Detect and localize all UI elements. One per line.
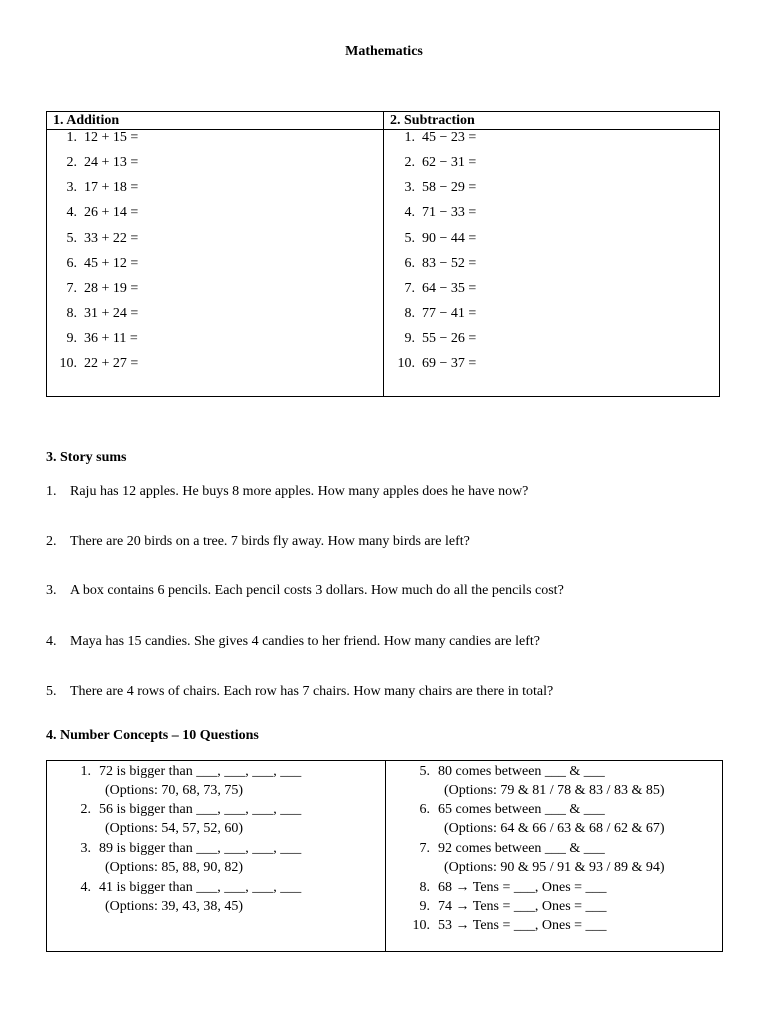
subtraction-item: 10. 69 − 37 =: [397, 356, 477, 371]
addition-heading: 1. Addition: [53, 113, 120, 128]
concept-item: 5. 80 comes between ___ & ___ (Options: 79 & 81 / 78 & 83 / 83 & 85): [419, 764, 665, 798]
story-item: 3. A box contains 6 pencils. Each pencil costs 3 dollars. How much do all the pencils cost?: [46, 583, 564, 598]
story-item: 1. Raju has 12 apples. He buys 8 more apples. How many apples does he have now?: [46, 484, 529, 499]
story-item: 4. Maya has 15 candies. She gives 4 candies to her friend. How many candies are left?: [46, 634, 541, 649]
addition-item: 3. 17 + 18 =: [66, 180, 139, 195]
arithmetic-table: [46, 111, 720, 397]
addition-item: 6. 45 + 12 =: [66, 256, 139, 271]
subtraction-item: 9. 55 − 26 =: [404, 331, 477, 346]
concept-item: 2. 56 is bigger than ___, ___, ___, ___ (Options: 54, 57, 52, 60): [80, 802, 302, 836]
column-divider: [385, 761, 386, 951]
concept-item: 9. 74 → Tens = ___, Ones = ___: [419, 899, 607, 914]
concept-item: 6. 65 comes between ___ & ___ (Options: 64 & 66 / 63 & 68 / 62 & 67): [419, 802, 665, 836]
story-heading: 3. Story sums: [46, 450, 127, 465]
subtraction-item: 3. 58 − 29 =: [404, 180, 477, 195]
concept-item: 8. 68 → Tens = ___, Ones = ___: [419, 880, 607, 895]
concept-item: 1. 72 is bigger than ___, ___, ___, ___ (Options: 70, 68, 73, 75): [80, 764, 302, 798]
concepts-heading: 4. Number Concepts – 10 Questions: [46, 728, 259, 743]
subtraction-item: 5. 90 − 44 =: [404, 231, 477, 246]
subtraction-item: 6. 83 − 52 =: [404, 256, 477, 271]
concept-item: 3. 89 is bigger than ___, ___, ___, ___ (Options: 85, 88, 90, 82): [80, 841, 302, 875]
concepts-table: [46, 760, 723, 952]
concept-item: 7. 92 comes between ___ & ___ (Options: 90 & 95 / 91 & 93 / 89 & 94): [419, 841, 665, 875]
subtraction-item: 7. 64 − 35 =: [404, 281, 477, 296]
header-divider: [47, 129, 719, 130]
addition-item: 2. 24 + 13 =: [66, 155, 139, 170]
subtraction-item: 8. 77 − 41 =: [404, 306, 477, 321]
page-title: Mathematics: [345, 44, 423, 59]
addition-item: 9. 36 + 11 =: [66, 331, 138, 346]
subtraction-item: 2. 62 − 31 =: [404, 155, 477, 170]
addition-item: 5. 33 + 22 =: [66, 231, 139, 246]
addition-item: 10. 22 + 27 =: [59, 356, 139, 371]
addition-item: 1. 12 + 15 =: [66, 130, 139, 145]
subtraction-heading: 2. Subtraction: [390, 113, 475, 128]
story-item: 2. There are 20 birds on a tree. 7 birds fly away. How many birds are left?: [46, 534, 470, 549]
concept-item: 4. 41 is bigger than ___, ___, ___, ___ (Options: 39, 43, 38, 45): [80, 880, 302, 914]
addition-item: 8. 31 + 24 =: [66, 306, 139, 321]
addition-item: 4. 26 + 14 =: [66, 205, 139, 220]
subtraction-item: 4. 71 − 33 =: [404, 205, 477, 220]
addition-item: 7. 28 + 19 =: [66, 281, 139, 296]
story-item: 5. There are 4 rows of chairs. Each row has 7 chairs. How many chairs are there in total?: [46, 684, 554, 699]
column-divider: [383, 112, 384, 396]
concept-item: 10. 53 → Tens = ___, Ones = ___: [412, 918, 607, 933]
subtraction-item: 1. 45 − 23 =: [404, 130, 477, 145]
